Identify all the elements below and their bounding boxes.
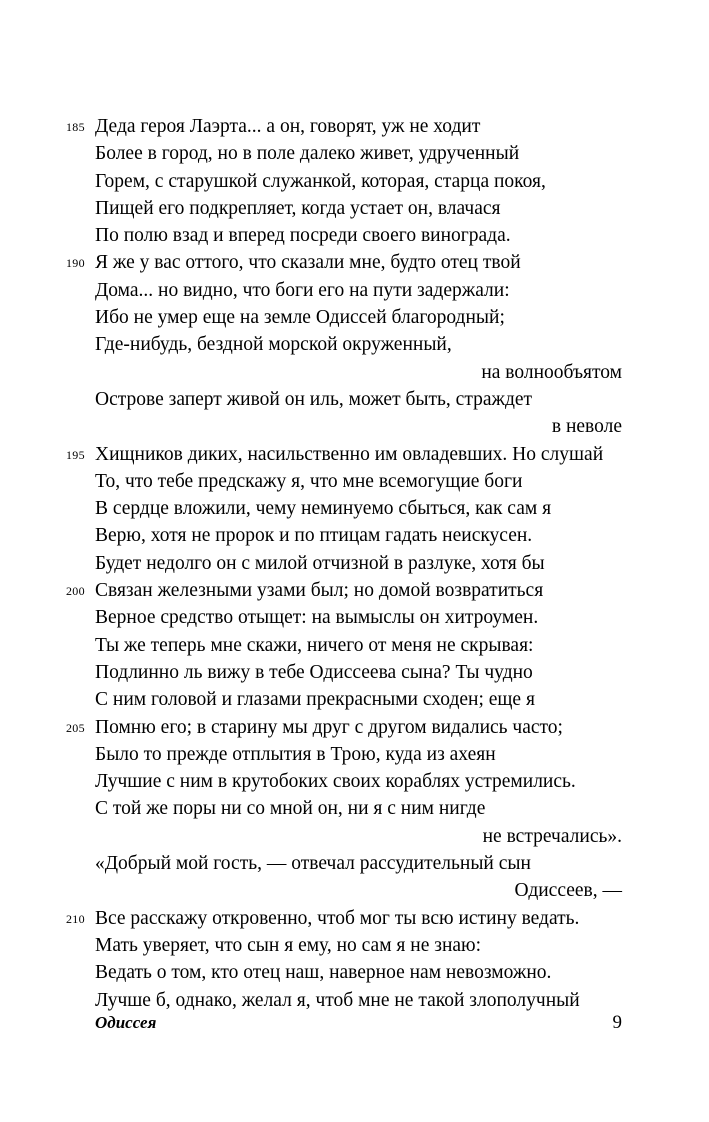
verse-line-text: Одиссеев, —	[514, 880, 622, 902]
verse-line-text: Я же у вас оттого, что сказали мне, будто отец твой	[95, 252, 521, 274]
verse-line-text: на волнообъятом	[481, 361, 622, 383]
verse-line	[66, 577, 622, 604]
verse-line-text: Лучше б, однако, желал я, чтоб мне не такой злополучный	[95, 989, 580, 1011]
verse-line	[95, 959, 622, 986]
verse-block	[66, 113, 622, 1014]
verse-line-text: в неволе	[551, 416, 622, 438]
verse-line-text: Связан железными узами был; но домой возвратиться	[95, 580, 544, 602]
verse-line	[95, 331, 622, 358]
verse-line	[95, 659, 622, 686]
line-number: 210	[66, 911, 85, 926]
verse-line-text: Мать уверяет, что сын я ему, но сам я не знаю:	[95, 934, 482, 956]
verse-line	[95, 632, 622, 659]
verse-line	[95, 932, 622, 959]
verse-line-text: Острове заперт живой он иль, может быть, страждет	[95, 388, 533, 410]
verse-line	[95, 877, 622, 904]
verse-line-text: Все расскажу откровенно, чтоб мог ты всю истину ведать.	[95, 907, 580, 929]
verse-line	[95, 987, 622, 1014]
line-number: 190	[66, 256, 85, 271]
verse-line-text: Было то прежде отплытия в Трою, куда из ахеян	[95, 743, 496, 765]
verse-line	[66, 714, 622, 741]
verse-line	[95, 304, 622, 331]
verse-line-text: С той же поры ни со мной он, ни я с ним нигде	[95, 798, 486, 820]
verse-line-text: Верное средство отыщет: на вымыслы он хитроумен.	[95, 607, 539, 629]
verse-line-text: Будет недолго он с милой отчизной в разлуке, хотя бы	[95, 552, 545, 574]
verse-line	[95, 768, 622, 795]
verse-line-text: Лучшие с ним в крутобоких своих кораблях устремились.	[95, 771, 576, 793]
verse-line-text: Верю, хотя не пророк и по птицам гадать неискусен.	[95, 525, 533, 547]
verse-line	[95, 195, 622, 222]
verse-line	[95, 277, 622, 304]
verse-line	[95, 495, 622, 522]
verse-line-text: не встречались».	[482, 825, 622, 847]
verse-line-text: Где-нибудь, бездной морской окруженный,	[95, 334, 452, 356]
verse-line	[95, 550, 622, 577]
verse-line	[95, 386, 622, 413]
verse-line	[95, 522, 622, 549]
verse-line	[95, 222, 622, 249]
page-footer	[95, 1012, 622, 1034]
page-number: 9	[612, 1012, 622, 1033]
verse-line	[95, 850, 622, 877]
running-title: Одиссея	[95, 1013, 157, 1032]
line-number: 205	[66, 720, 85, 735]
verse-line	[95, 795, 622, 822]
verse-line	[66, 249, 622, 276]
verse-line-text: В сердце вложили, чему неминуемо сбыться, как сам я	[95, 498, 552, 520]
verse-line	[66, 905, 622, 932]
verse-line-text: «Добрый мой гость, — отвечал рассудительный сын	[95, 853, 531, 875]
verse-line	[95, 468, 622, 495]
verse-line-text: Пищей его подкрепляет, когда устает он, влачася	[95, 197, 501, 219]
verse-line	[95, 140, 622, 167]
verse-line-text: Помню его; в старину мы друг с другом видались часто;	[95, 716, 563, 738]
verse-line-text: Ведать о том, кто отец наш, наверное нам невозможно.	[95, 962, 552, 984]
verse-line-text: Ибо не умер еще на земле Одиссей благородный;	[95, 307, 505, 329]
verse-line-text: Дома... но видно, что боги его на пути задержали:	[95, 279, 510, 301]
verse-line-text: Горем, с старушкой служанкой, которая, старца покоя,	[95, 170, 546, 192]
verse-line	[95, 413, 622, 440]
verse-line-text: Хищников диких, насильственно им овладевших. Но слушай	[95, 443, 604, 465]
verse-line	[95, 741, 622, 768]
verse-line	[95, 359, 622, 386]
verse-line-text: Более в город, но в поле далеко живет, удрученный	[95, 143, 520, 165]
verse-line-text: Деда героя Лаэрта... а он, говорят, уж не ходит	[95, 116, 481, 137]
verse-line-text: С ним головой и глазами прекрасными сходен; еще я	[95, 689, 535, 711]
verse-line-text: То, что тебе предскажу я, что мне всемогущие боги	[95, 470, 523, 492]
verse-line-text: Подлинно ль вижу в тебе Одиссеева сына? Ты чудно	[95, 661, 533, 683]
verse-line	[66, 441, 622, 468]
verse-line	[95, 686, 622, 713]
verse-line-text: По полю взад и вперед посреди своего винограда.	[95, 225, 511, 247]
verse-line	[95, 604, 622, 631]
verse-line	[95, 823, 622, 850]
verse-line-text: Ты же теперь мне скажи, ничего от меня не скрывая:	[95, 634, 534, 656]
verse-line	[66, 113, 622, 140]
line-number: 195	[66, 447, 85, 462]
verse-line	[95, 168, 622, 195]
line-number: 185	[66, 120, 85, 134]
line-number: 200	[66, 584, 85, 599]
